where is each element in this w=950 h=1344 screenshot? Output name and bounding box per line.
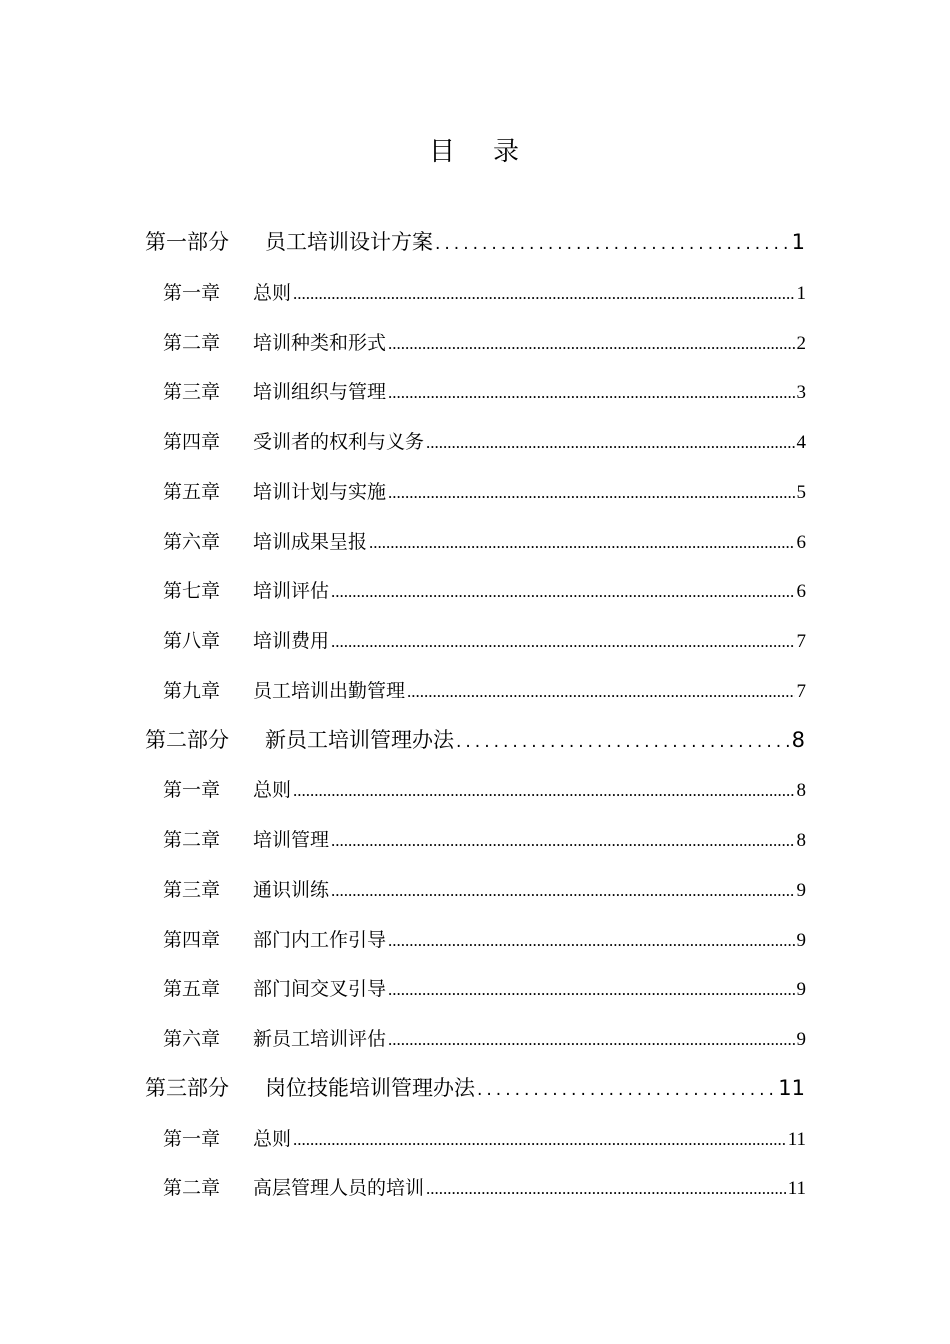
toc-chapter-entry[interactable] — [163, 875, 806, 902]
toc-dot-leader — [388, 980, 794, 1000]
toc-page-number: 11 — [778, 1075, 805, 1100]
toc-title-char-1: 目 — [428, 137, 457, 167]
toc-dot-leader — [435, 234, 790, 254]
toc-title-char-2: 录 — [493, 137, 522, 167]
toc-entry-title: 新员工培训评估 — [253, 1028, 387, 1050]
toc-chapter-entry[interactable] — [163, 626, 806, 653]
toc-page-number: 5 — [796, 481, 806, 503]
toc-entry-number: 第八章 — [163, 630, 221, 652]
toc-page-number: 1 — [796, 282, 806, 304]
toc-dot-leader — [388, 334, 794, 354]
toc-chapter-entry[interactable] — [163, 328, 806, 355]
toc-chapter-entry[interactable] — [163, 477, 806, 504]
toc-chapter-entry[interactable] — [163, 427, 806, 454]
toc-chapter-entry[interactable] — [163, 527, 806, 554]
toc-part-entry[interactable] — [145, 226, 805, 256]
toc-page-number: 1 — [791, 230, 805, 254]
toc-chapter-entry[interactable] — [163, 278, 806, 305]
toc-dot-leader — [293, 781, 794, 801]
toc-page-number: 9 — [796, 979, 806, 1001]
toc-entry-number: 第一部分 — [145, 230, 229, 254]
toc-dot-leader — [426, 1179, 786, 1199]
toc-page-number: 8 — [796, 780, 806, 802]
toc-page-number: 11 — [787, 1128, 806, 1150]
toc-entry-number: 第二章 — [163, 1177, 221, 1200]
toc-dot-leader — [293, 284, 794, 304]
toc-entry-number: 第六章 — [163, 530, 221, 553]
toc-dot-leader — [388, 931, 794, 951]
toc-chapter-entry[interactable] — [163, 925, 806, 952]
toc-entry-number: 第五章 — [163, 978, 221, 1001]
toc-page-number: 8 — [796, 830, 806, 851]
toc-entry-title: 部门间交叉引导 — [253, 978, 387, 1001]
toc-entry-title: 培训组织与管理 — [253, 381, 387, 404]
toc-entry-number: 第四章 — [163, 928, 221, 951]
toc-dot-leader — [407, 682, 794, 702]
toc-page-number: 9 — [796, 879, 806, 901]
toc-entry-title: 高层管理人员的培训 — [253, 1177, 425, 1200]
toc-entry-title: 培训费用 — [253, 630, 330, 652]
toc-entry-number: 第一章 — [163, 1127, 221, 1150]
toc-dot-leader — [331, 632, 794, 652]
toc-entry-number: 第七章 — [163, 580, 221, 603]
toc-entry-number: 第二章 — [163, 829, 221, 851]
toc-entry-title: 部门内工作引导 — [253, 928, 387, 951]
toc-entry-number: 第一章 — [163, 281, 221, 304]
toc-chapter-entry[interactable] — [163, 676, 806, 703]
toc-entry-title: 总则 — [253, 281, 292, 304]
toc-entry-number: 第三章 — [163, 381, 221, 404]
toc-entry-title: 岗位技能培训管理办法 — [265, 1075, 475, 1100]
toc-dot-leader — [331, 582, 794, 602]
toc-page-number: 2 — [796, 332, 806, 354]
toc-dot-leader — [477, 1080, 776, 1100]
toc-entry-number: 第三章 — [163, 878, 221, 901]
toc-dot-leader — [388, 483, 794, 503]
toc-entry-title: 新员工培训管理办法 — [265, 727, 454, 752]
toc-entry-title: 员工培训设计方案 — [265, 230, 433, 254]
toc-entry-number: 第四章 — [163, 431, 221, 453]
toc-entry-number: 第二部分 — [145, 727, 229, 752]
toc-dot-leader — [388, 1030, 794, 1050]
toc-entry-title: 培训成果呈报 — [253, 530, 368, 553]
toc-chapter-entry[interactable] — [163, 1024, 806, 1051]
toc-page-number: 6 — [796, 581, 806, 603]
toc-entry-number: 第九章 — [163, 679, 221, 702]
toc-page-number: 9 — [796, 1029, 806, 1050]
toc-page-number: 6 — [796, 531, 806, 553]
toc-entry-number: 第五章 — [163, 480, 221, 503]
toc-page-number: 3 — [796, 382, 806, 404]
toc-entry-title: 培训种类和形式 — [253, 331, 387, 354]
toc-page-number: 9 — [796, 929, 806, 951]
toc-entry-title: 员工培训出勤管理 — [253, 679, 406, 702]
toc-dot-leader — [331, 831, 794, 851]
toc-page-number: 7 — [796, 631, 806, 652]
toc-title — [0, 132, 950, 172]
toc-entry-title: 培训计划与实施 — [253, 480, 387, 503]
toc-entry-title: 总则 — [253, 779, 292, 802]
toc-entry-title: 通识训练 — [253, 878, 330, 901]
toc-entry-title: 总则 — [253, 1127, 292, 1150]
toc-chapter-entry[interactable] — [163, 377, 806, 404]
toc-chapter-entry[interactable] — [163, 576, 806, 603]
toc-entry-title: 培训管理 — [253, 829, 330, 851]
toc-page-number: 11 — [787, 1178, 806, 1200]
toc-dot-leader — [369, 533, 794, 553]
toc-part-entry[interactable] — [145, 1072, 805, 1102]
toc-chapter-entry[interactable] — [163, 1173, 806, 1200]
toc-dot-leader — [388, 383, 794, 403]
toc-entry-number: 第一章 — [163, 779, 221, 802]
toc-dot-leader — [456, 732, 790, 752]
toc-dot-leader — [293, 1130, 786, 1150]
toc-chapter-entry[interactable] — [163, 775, 806, 802]
toc-page-number: 7 — [796, 680, 806, 702]
toc-page-number: 4 — [796, 432, 806, 453]
toc-entry-number: 第三部分 — [145, 1075, 229, 1100]
toc-dot-leader — [426, 433, 794, 453]
toc-page-number: 8 — [791, 727, 805, 752]
toc-entry-number: 第二章 — [163, 331, 221, 354]
toc-chapter-entry[interactable] — [163, 974, 806, 1001]
toc-entry-number: 第六章 — [163, 1028, 221, 1050]
toc-entry-title: 受训者的权利与义务 — [253, 431, 425, 453]
toc-dot-leader — [331, 881, 794, 901]
toc-chapter-entry[interactable] — [163, 1124, 806, 1151]
toc-part-entry[interactable] — [145, 724, 805, 754]
toc-chapter-entry[interactable] — [163, 825, 806, 852]
toc-entry-title: 培训评估 — [253, 580, 330, 603]
